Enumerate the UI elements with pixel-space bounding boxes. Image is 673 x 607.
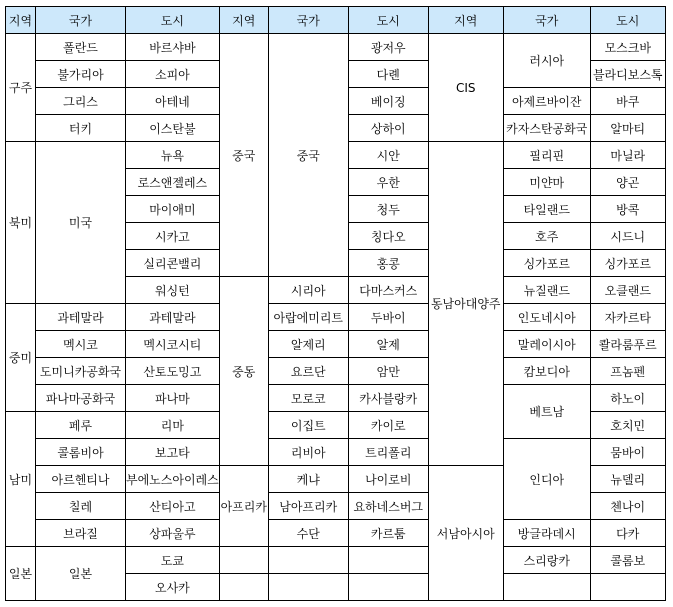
country-cell: 아랍에미리트: [268, 304, 348, 331]
city-cell: 다마스커스: [348, 277, 428, 304]
region-cell: CIS: [428, 34, 503, 142]
country-cell: 중국: [268, 34, 348, 277]
city-cell: 소피아: [126, 61, 220, 88]
country-cell: 말레이시아: [503, 331, 590, 358]
city-cell: 알마티: [590, 115, 665, 142]
country-cell: 폴란드: [36, 34, 126, 61]
country-cell: 캄보디아: [503, 358, 590, 385]
table-row: [6, 331, 666, 358]
city-cell: 칭다오: [348, 223, 428, 250]
table-row: [6, 385, 666, 412]
city-cell: 시안: [348, 142, 428, 169]
country-cell: 스리랑카: [503, 547, 590, 574]
city-cell: 시카고: [126, 223, 220, 250]
city-cell: 실리콘밸리: [126, 250, 220, 277]
country-cell: 모로코: [268, 385, 348, 412]
city-cell: 바쿠: [590, 88, 665, 115]
country-cell: 미얀마: [503, 169, 590, 196]
table-row: [6, 547, 666, 574]
city-cell: 호치민: [590, 412, 665, 439]
city-cell: 시드니: [590, 223, 665, 250]
city-cell: 콸라룸푸르: [590, 331, 665, 358]
country-cell: 멕시코: [36, 331, 126, 358]
city-cell: 카사블랑카: [348, 385, 428, 412]
city-cell: 프놈펜: [590, 358, 665, 385]
country-cell: 이집트: [268, 412, 348, 439]
city-cell: 카이로: [348, 412, 428, 439]
country-cell: 베트남: [503, 385, 590, 439]
country-cell: 불가리아: [36, 61, 126, 88]
city-cell: 암만: [348, 358, 428, 385]
country-cell: 인도네시아: [503, 304, 590, 331]
city-cell: 자카르타: [590, 304, 665, 331]
table-row: [6, 520, 666, 547]
city-cell: 뉴델리: [590, 466, 665, 493]
region-cell: 북미: [6, 142, 36, 304]
city-cell: 산티아고: [126, 493, 220, 520]
region-cell: 중미: [6, 304, 36, 412]
empty-cell: [503, 574, 590, 601]
header-row: [6, 7, 666, 34]
city-cell: 나이로비: [348, 466, 428, 493]
country-cell: 수단: [268, 520, 348, 547]
country-cell: 남아프리카: [268, 493, 348, 520]
city-cell: 산토도밍고: [126, 358, 220, 385]
city-cell: 다롄: [348, 61, 428, 88]
country-cell: 칠레: [36, 493, 126, 520]
empty-cell: [219, 574, 268, 601]
empty-cell: [348, 547, 428, 574]
city-cell: 카르툼: [348, 520, 428, 547]
country-cell: 필리핀: [503, 142, 590, 169]
country-cell: 알제리: [268, 331, 348, 358]
country-cell: 터키: [36, 115, 126, 142]
city-cell: 콜롬보: [590, 547, 665, 574]
table-row: [6, 34, 666, 61]
city-cell: 홍콩: [348, 250, 428, 277]
header-region: 지역: [428, 7, 503, 34]
city-cell: 광저우: [348, 34, 428, 61]
city-cell: 파나마: [126, 385, 220, 412]
country-cell: 페루: [36, 412, 126, 439]
region-cell: 중국: [219, 34, 268, 277]
city-cell: 마닐라: [590, 142, 665, 169]
header-country: 국가: [36, 7, 126, 34]
city-cell: 다카: [590, 520, 665, 547]
city-cell: 마이애미: [126, 196, 220, 223]
city-cell: 양곤: [590, 169, 665, 196]
country-cell: 요르단: [268, 358, 348, 385]
header-city: 도시: [348, 7, 428, 34]
header-city: 도시: [590, 7, 665, 34]
city-cell: 상파울루: [126, 520, 220, 547]
header-region: 지역: [219, 7, 268, 34]
country-cell: 미국: [36, 142, 126, 304]
city-cell: 청두: [348, 196, 428, 223]
region-cell: 서남아시아: [428, 466, 503, 601]
region-cell: 남미: [6, 412, 36, 547]
city-cell: 오클랜드: [590, 277, 665, 304]
city-cell: 트리폴리: [348, 439, 428, 466]
city-cell: 뉴욕: [126, 142, 220, 169]
country-cell: 과테말라: [36, 304, 126, 331]
city-cell: 오사카: [126, 574, 220, 601]
city-cell: 방콕: [590, 196, 665, 223]
country-cell: 싱가포르: [503, 250, 590, 277]
city-cell: 멕시코시티: [126, 331, 220, 358]
country-cell: 러시아: [503, 34, 590, 88]
city-cell: 두바이: [348, 304, 428, 331]
city-cell: 뭄바이: [590, 439, 665, 466]
header-country: 국가: [268, 7, 348, 34]
city-cell: 우한: [348, 169, 428, 196]
city-cell: 로스앤젤레스: [126, 169, 220, 196]
city-cell: 보고타: [126, 439, 220, 466]
office-location-table: [5, 6, 666, 601]
country-cell: 인디아: [503, 439, 590, 520]
city-cell: 도쿄: [126, 547, 220, 574]
country-cell: 타일랜드: [503, 196, 590, 223]
country-cell: 아르헨티나: [36, 466, 126, 493]
region-cell: 구주: [6, 34, 36, 142]
empty-cell: [268, 547, 348, 574]
city-cell: 이스탄불: [126, 115, 220, 142]
country-cell: 뉴질랜드: [503, 277, 590, 304]
table-row: [6, 358, 666, 385]
header-country: 국가: [503, 7, 590, 34]
country-cell: 아제르바이잔: [503, 88, 590, 115]
city-cell: 상하이: [348, 115, 428, 142]
city-cell: 워싱턴: [126, 277, 220, 304]
empty-cell: [590, 574, 665, 601]
city-cell: 바르샤바: [126, 34, 220, 61]
country-cell: 그리스: [36, 88, 126, 115]
country-cell: 케냐: [268, 466, 348, 493]
city-cell: 요하네스버그: [348, 493, 428, 520]
country-cell: 카자스탄공화국: [503, 115, 590, 142]
city-cell: 싱가포르: [590, 250, 665, 277]
city-cell: 블라디보스톡: [590, 61, 665, 88]
region-cell: 중동: [219, 277, 268, 466]
country-cell: 도미니카공화국: [36, 358, 126, 385]
country-cell: 호주: [503, 223, 590, 250]
city-cell: 알제: [348, 331, 428, 358]
region-cell: 일본: [6, 547, 36, 601]
country-cell: 일본: [36, 547, 126, 601]
city-cell: 리마: [126, 412, 220, 439]
country-cell: 브라질: [36, 520, 126, 547]
city-cell: 베이징: [348, 88, 428, 115]
country-cell: 리비아: [268, 439, 348, 466]
country-cell: 콜롬비아: [36, 439, 126, 466]
country-cell: 파나마공화국: [36, 385, 126, 412]
empty-cell: [348, 574, 428, 601]
header-city: 도시: [126, 7, 220, 34]
country-cell: 방글라데시: [503, 520, 590, 547]
empty-cell: [268, 574, 348, 601]
region-cell: 동남아대양주: [428, 142, 503, 466]
table-row: [6, 304, 666, 331]
header-region: 지역: [6, 7, 36, 34]
table-row: [6, 439, 666, 466]
city-cell: 과테말라: [126, 304, 220, 331]
city-cell: 부에노스아이레스: [126, 466, 220, 493]
city-cell: 아테네: [126, 88, 220, 115]
region-cell: 아프리카: [219, 466, 268, 547]
empty-cell: [219, 547, 268, 574]
city-cell: 하노이: [590, 385, 665, 412]
country-cell: 시리아: [268, 277, 348, 304]
city-cell: 모스크바: [590, 34, 665, 61]
city-cell: 첸나이: [590, 493, 665, 520]
